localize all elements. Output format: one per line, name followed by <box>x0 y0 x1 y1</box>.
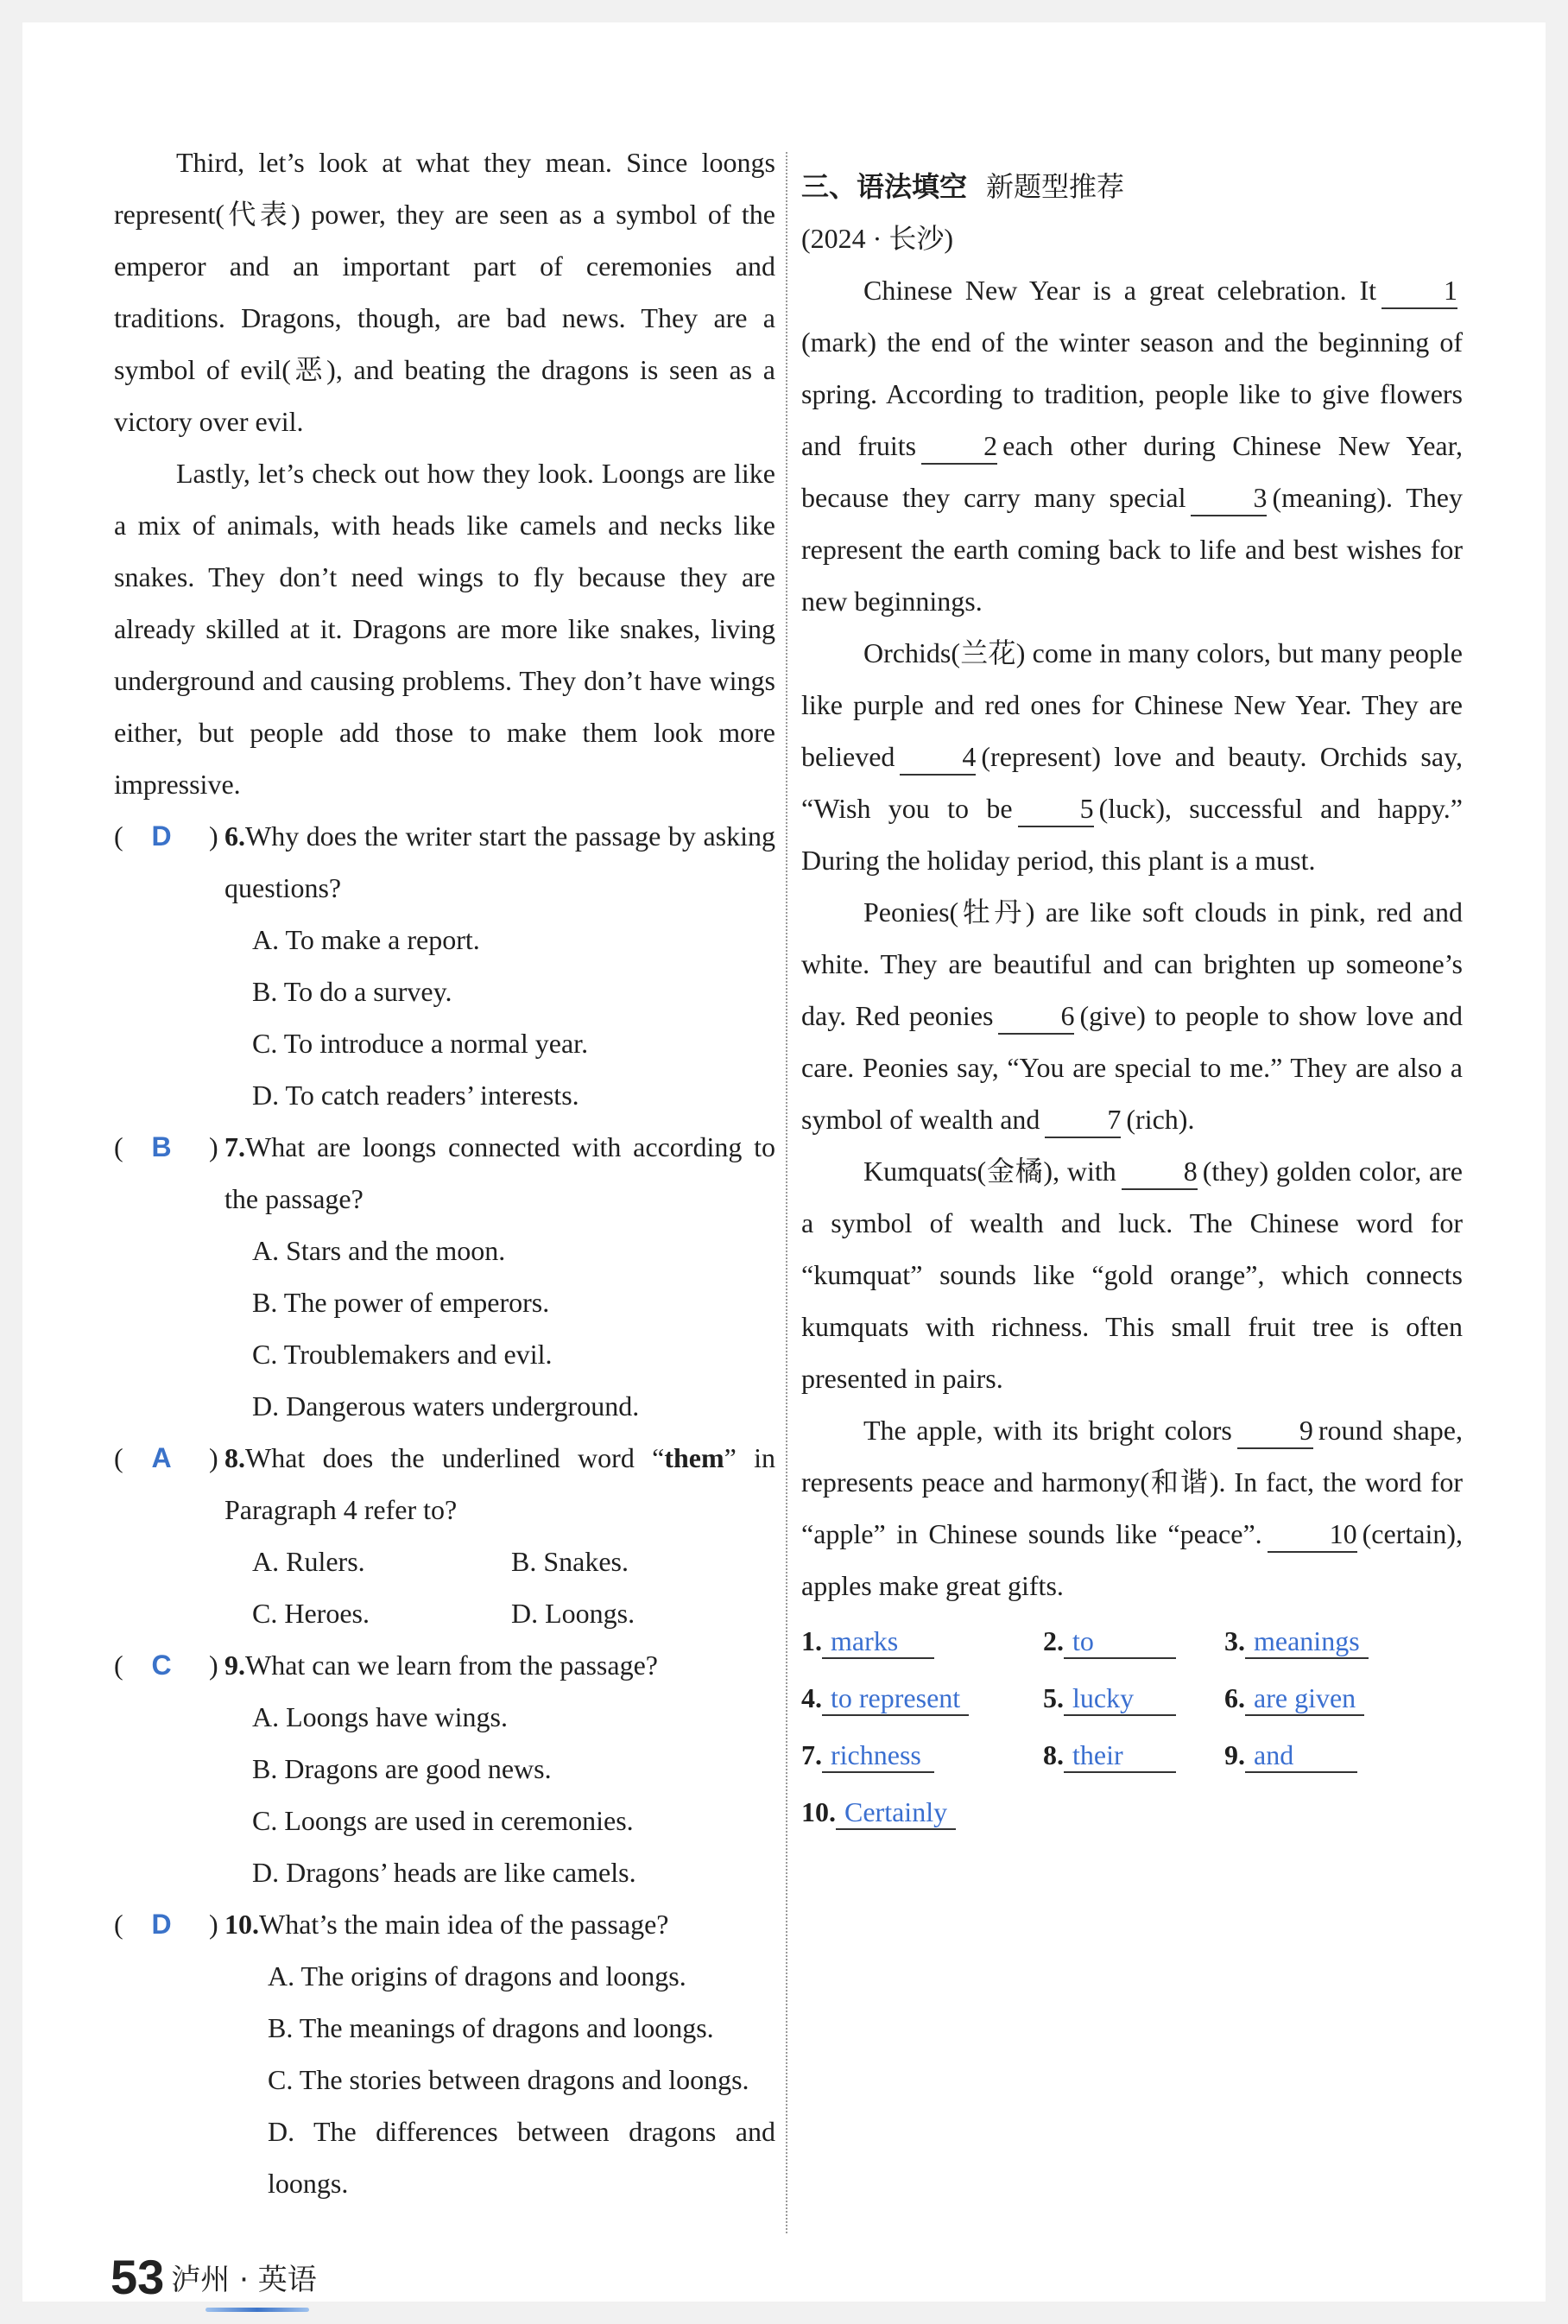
answer-cell: 10. Certainly <box>801 1786 1043 1838</box>
answer-8: A <box>151 1442 172 1473</box>
question-text: What does the underlined word “ <box>245 1442 665 1473</box>
question-7: ( B ) 7.What are loongs connected with according to the passage? <box>114 1121 775 1225</box>
page-number: 53 <box>111 2250 165 2304</box>
filled-answer: and <box>1245 1738 1357 1773</box>
option: C. Troublemakers and evil. <box>252 1339 553 1370</box>
option-row <box>252 1536 775 1587</box>
answer-6: D <box>151 820 172 852</box>
option: B. Snakes. <box>511 1546 629 1577</box>
answer-9: C <box>151 1650 172 1681</box>
blank-7: 7 <box>1045 1102 1121 1138</box>
question-text: What can we learn from the passage? <box>245 1650 658 1681</box>
answer-cell: 7. richness <box>801 1729 1043 1781</box>
answer-grid <box>801 1615 1463 1838</box>
blank-10: 10 <box>1268 1517 1357 1553</box>
source-label: (2024 · 长沙) <box>801 223 953 254</box>
answer-7: B <box>151 1131 172 1162</box>
question-6: ( D ) 6.Why does the writer start the passage by asking questions? <box>114 810 775 914</box>
option: B. The meanings of dragons and loongs. <box>268 2012 714 2043</box>
worksheet-page <box>22 22 1546 2302</box>
question-8: ( A ) 8.What does the underlined word “them” in Paragraph 4 refer to? <box>114 1432 775 1536</box>
question-number: 9. <box>224 1650 245 1681</box>
option: A. Stars and the moon. <box>252 1235 506 1266</box>
option: A. Rulers. <box>252 1546 365 1577</box>
page-footer <box>111 2249 317 2305</box>
filled-answer: to <box>1064 1624 1176 1659</box>
option: D. The differences between dragons and loongs. <box>268 2116 775 2199</box>
underlined-word: them <box>664 1442 724 1473</box>
book-title: 泸州 · 英语 <box>171 2263 317 2297</box>
question-number: 10. <box>224 1909 259 1940</box>
question-9: ( C ) 9.What can we learn from the passage? <box>114 1639 775 1691</box>
section-tag: 新题型推荐 <box>986 170 1125 203</box>
filled-answer: meanings <box>1245 1624 1369 1659</box>
answer-cell: 5. lucky <box>1043 1672 1224 1724</box>
filled-answer: their <box>1064 1738 1176 1773</box>
left-column <box>114 136 775 2209</box>
answer-cell: 4. to represent <box>801 1672 1043 1724</box>
option: D. Loongs. <box>511 1598 635 1629</box>
blank-5: 5 <box>1018 791 1094 827</box>
filled-answer: lucky <box>1064 1681 1176 1716</box>
option: C. The stories between dragons and loongs. <box>268 2064 749 2095</box>
blank-2: 2 <box>921 428 997 465</box>
filled-answer: marks <box>822 1624 934 1659</box>
blank-1: 1 <box>1381 273 1457 309</box>
filled-answer: Certainly <box>836 1795 956 1830</box>
option: A. The origins of dragons and loongs. <box>268 1960 686 1992</box>
paragraph-appearance: Lastly, let’s check out how they look. Loongs are like a mix of animals, with heads like camels and necks like snakes. They don’t need wings to fly because they are already skilled at it. Dragons are more like snakes, living underground and causing problems. They don’t have wings either, but people add those to make them look more impressive. <box>114 458 775 800</box>
filled-answer: richness <box>822 1738 934 1773</box>
footer-accent-line <box>205 2308 309 2312</box>
question-text: What are loongs connected with according to the passage? <box>224 1131 775 1214</box>
answer-cell: 2. to <box>1043 1615 1224 1667</box>
option: D. Dragons’ heads are like camels. <box>252 1857 636 1888</box>
cloze-paragraph-2: Orchids(兰花) come in many colors, but many people like purple and red ones for Chinese New Year. They are believed 4 (represent) love and beauty. Orchids say, “Wish you to be 5 (luck), successful and happy.” During the holiday period, this plant is a must. <box>801 637 1464 876</box>
answer-10: D <box>151 1909 172 1940</box>
cloze-paragraph-5: The apple, with its bright colors 9 round shape, represents peace and harmony(和谐). In fact, the word for “apple” in Chinese sounds like “peace”. 10 (certain), apples make great gifts. <box>801 1415 1464 1601</box>
question-text: Why does the writer start the passage by asking questions? <box>224 820 775 903</box>
blank-8: 8 <box>1122 1154 1198 1190</box>
answer-cell: 9. and <box>1224 1729 1440 1781</box>
answer-cell: 3. meanings <box>1224 1615 1440 1667</box>
option: A. To make a report. <box>252 924 480 955</box>
column-divider <box>786 152 787 2233</box>
blank-9: 9 <box>1237 1413 1313 1449</box>
section-title: 三、语法填空 <box>801 170 968 203</box>
option-row <box>252 1587 775 1639</box>
question-number: 7. <box>224 1131 245 1162</box>
blank-6: 6 <box>998 998 1074 1035</box>
option: B. To do a survey. <box>252 976 452 1007</box>
option: D. To catch readers’ interests. <box>252 1080 579 1111</box>
option: C. Loongs are used in ceremonies. <box>252 1805 634 1836</box>
filled-answer: are given <box>1245 1681 1364 1716</box>
option: C. Heroes. <box>252 1598 370 1629</box>
question-text: What’s the main idea of the passage? <box>259 1909 669 1940</box>
paragraph-meaning: Third, let’s look at what they mean. Since loongs represent(代表) power, they are seen as a symbol of the emperor and an important part of ceremonies and traditions. Dragons, though, are bad news. They are a symbol of evil(恶), and beating the dragons is seen as a victory over evil. <box>114 147 775 437</box>
answer-cell: 6. are given <box>1224 1672 1440 1724</box>
cloze-paragraph-4: Kumquats(金橘), with 8 (they) golden color, are a symbol of wealth and luck. The Chinese word for “kumquat” sounds like “gold orange”, which connects kumquats with richness. This small fruit tree is often presented in pairs. <box>801 1156 1463 1394</box>
answer-cell: 1. marks <box>801 1615 1043 1667</box>
blank-4: 4 <box>900 739 976 776</box>
option: B. The power of emperors. <box>252 1287 550 1318</box>
blank-3: 3 <box>1191 480 1267 516</box>
cloze-paragraph-3: Peonies(牡丹) are like soft clouds in pink, red and white. They are beautiful and can brighten up someone’s day. Red peonies 6 (give) to people to show love and care. Peonies say, “You are special to me.” They are also a symbol of wealth and 7 (rich). <box>801 886 1463 1145</box>
option: C. To introduce a normal year. <box>252 1028 589 1059</box>
question-number: 8. <box>224 1442 245 1473</box>
question-text: ” in Paragraph 4 refer to? <box>224 1442 776 1525</box>
answer-cell: 8. their <box>1043 1729 1224 1781</box>
question-10: ( D ) 10.What’s the main idea of the passage? <box>114 1898 775 1950</box>
option: D. Dangerous waters underground. <box>252 1390 640 1422</box>
option: B. Dragons are good news. <box>252 1753 552 1784</box>
section-heading <box>801 161 1463 212</box>
cloze-paragraph-1: Chinese New Year is a great celebration. It 1(mark) the end of the winter season and the beginning of spring. According to tradition, people like to give flowers and fruits 2 each other during Chinese New Year, because they carry many special 3 (meaning). They represent the earth coming back to life and best wishes for new beginnings. <box>801 275 1464 617</box>
question-number: 6. <box>224 820 245 852</box>
option: A. Loongs have wings. <box>252 1701 508 1732</box>
filled-answer: to represent <box>822 1681 969 1716</box>
right-column <box>801 22 1463 1838</box>
